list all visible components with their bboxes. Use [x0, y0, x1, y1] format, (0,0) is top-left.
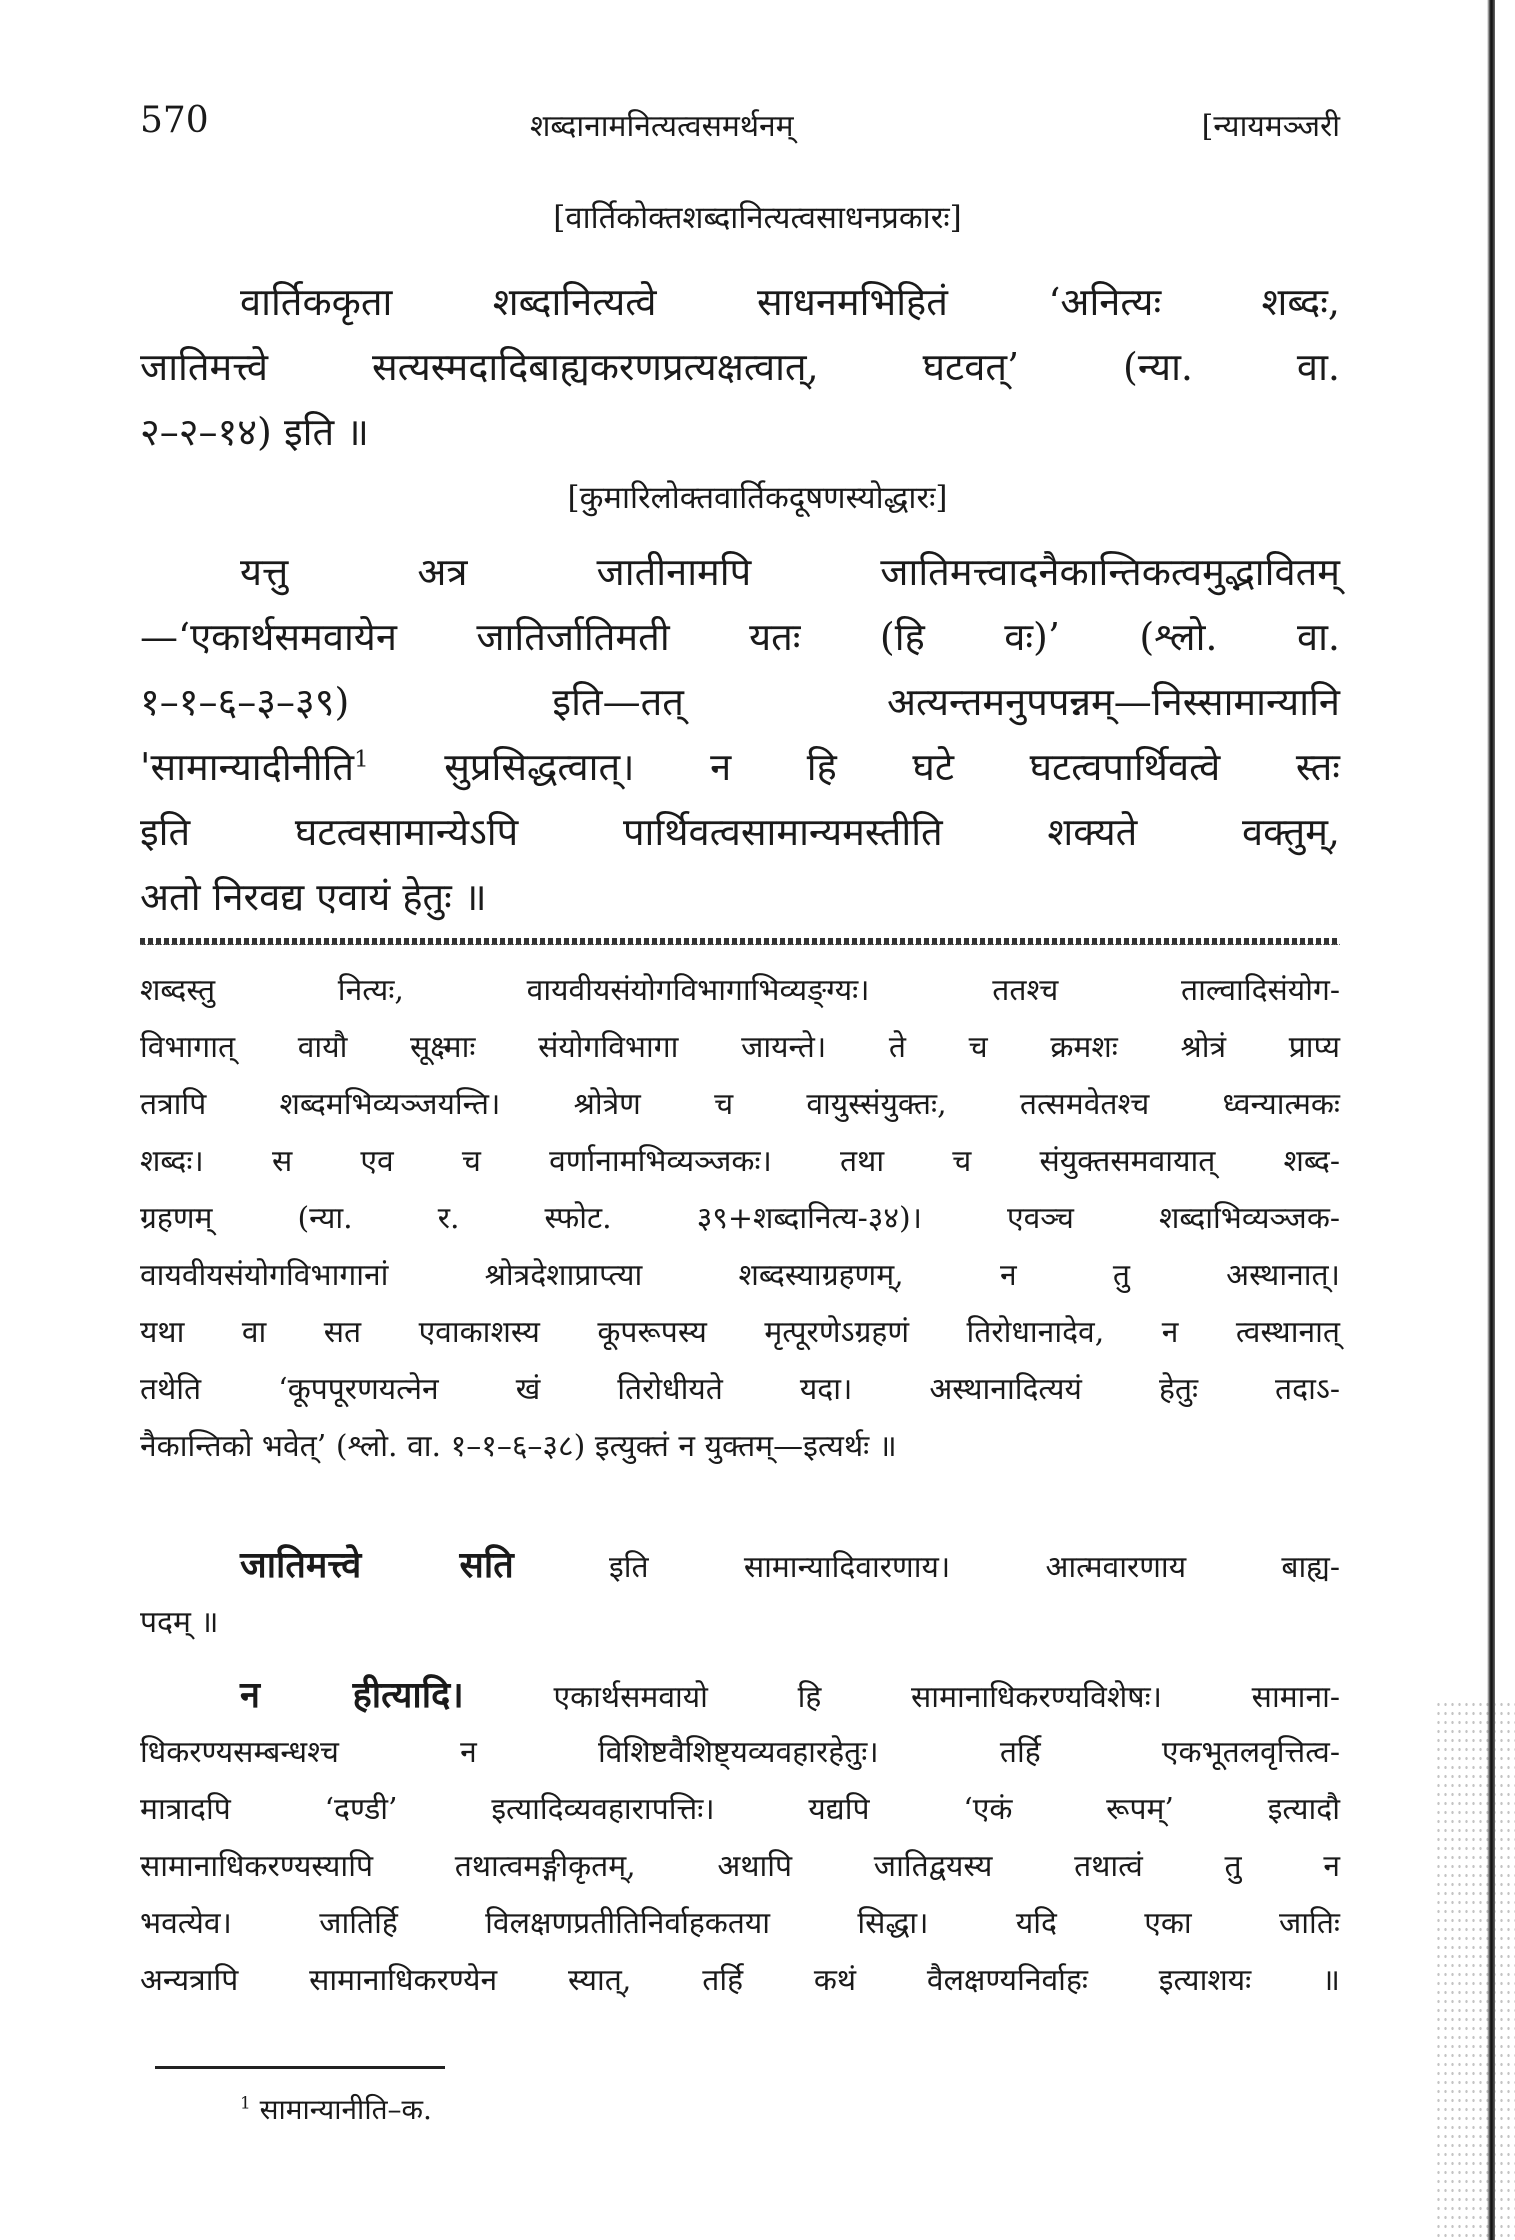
- footnote: [240, 2090, 432, 2128]
- text-span: सुप्रसिद्धत्वात्। न हि घटे घटत्वपार्थिवत्वे स्तः: [444, 745, 1340, 789]
- text-line: शब्दस्तु नित्यः, वायवीयसंयोगविभागाभिव्यङ्ग्यः। ततश्च ताल्वादिसंयोग-: [140, 973, 1340, 1008]
- text-line: —‘एकार्थसमवायेन जातिर्जातिमती यतः (हि वः)’ (श्लो. वा.: [140, 615, 1340, 659]
- section-heading: [कुमारिलोक्तवार्तिकदूषणस्योद्धारः]: [567, 480, 948, 516]
- text-span: इति सामान्यादिवारणाय। आत्मवारणाय बाह्य-: [608, 1550, 1340, 1585]
- footnote-mark: 1: [354, 746, 369, 773]
- commentary-paragraph: [140, 962, 1340, 1475]
- page-number: 570: [140, 100, 209, 141]
- footnote-marker: 1: [240, 2092, 251, 2113]
- commentary-paragraph: [140, 1537, 1340, 1651]
- text-line: वायवीयसंयोगविभागानां श्रोत्रदेशाप्राप्त्या शब्दस्याग्रहणम्, न तु अस्थानात्।: [140, 1258, 1340, 1293]
- text-line: भवत्येव। जातिर्हि विलक्षणप्रतीतिनिर्वाहकतया सिद्धा। यदि एका जातिः: [140, 1906, 1340, 1941]
- main-paragraph: [140, 270, 1340, 465]
- quoted-phrase: 'सामान्यादीनीति: [140, 745, 355, 789]
- text-line: अतो निरवद्य एवायं हेतुः ॥: [140, 875, 487, 919]
- text-line: पदम् ॥: [140, 1605, 219, 1640]
- text-line: इति घटत्वसामान्येऽपि पार्थिवत्वसामान्यमस्तीति शक्यते वक्तुम्,: [140, 810, 1340, 854]
- text-line: जातिमत्त्वे सत्यस्मदादिबाह्यकरणप्रत्यक्षत्वात्, घटवत्’ (न्या. वा.: [140, 345, 1340, 389]
- text-line: [140, 1537, 1340, 1594]
- text-line: मात्रादपि ‘दण्डी’ इत्यादिव्यवहारापत्तिः। यद्यपि ‘एकं रूपम्’ इत्यादौ: [140, 1792, 1340, 1827]
- text-line: नैकान्तिको भवेत्’ (श्लो. वा. १–१–६–३८) इत्युक्तं न युक्तम्—इत्यर्थः ॥: [140, 1429, 897, 1464]
- footnote-rule: [155, 2066, 445, 2069]
- text-line: यत्तु अत्र जातीनामपि जातिमत्त्वादनैकान्तिकत्वमुद्भावितम्: [240, 550, 1340, 594]
- section-heading: [वार्तिकोक्तशब्दानित्यत्वसाधनप्रकारः]: [553, 200, 962, 236]
- text-line: [140, 1667, 1340, 1724]
- footnote-text: सामान्यानीति–क.: [259, 2093, 432, 2126]
- text-line: धिकरण्यसम्बन्धश्च न विशिष्टवैशिष्ट्यव्यवहारहेतुः। तर्हि एकभूतलवृत्तित्व-: [140, 1735, 1340, 1770]
- page-header: [140, 100, 1340, 150]
- text-line: तथेति ‘कूपपूरणयत्नेन खं तिरोधीयते यदा। अस्थानादित्ययं हेतुः तदाऽ-: [140, 1372, 1340, 1407]
- text-line: शब्दः। स एव च वर्णानामभिव्यञ्जकः। तथा च संयुक्तसमवायात् शब्द-: [140, 1144, 1340, 1179]
- separator-rule: [140, 938, 1340, 945]
- running-title: शब्दानामनित्यत्वसमर्थनम्: [530, 109, 794, 144]
- text-line: यथा वा सत एवाकाशस्य कूपरूपस्य मृत्पूरणेऽग्रहणं तिरोधानादेव, न त्वस्थानात्: [140, 1315, 1340, 1350]
- bold-lemma: न हीत्यादि।: [240, 1674, 464, 1716]
- text-line: २–२–१४) इति ॥: [140, 410, 369, 454]
- text-line: अन्यत्रापि सामानाधिकरण्येन स्यात्, तर्हि कथं वैलक्षण्यनिर्वाहः इत्याशयः ॥: [140, 1963, 1340, 1998]
- commentary-paragraph: [140, 1667, 1340, 2009]
- text-line: [140, 735, 1340, 800]
- main-paragraph: [140, 540, 1340, 930]
- text-line: तत्रापि शब्दमभिव्यञ्जयन्ति। श्रोत्रेण च वायुस्संयुक्तः, तत्समवेतश्च ध्वन्यात्मकः: [140, 1087, 1340, 1122]
- text-line: १–१–६–३–३९) इति—तत् अत्यन्तमनुपपन्नम्—निस्सामान्यानि: [140, 680, 1340, 724]
- text-line: सामानाधिकरण्यस्यापि तथात्वमङ्गीकृतम्, अथापि जातिद्वयस्य तथात्वं तु न: [140, 1849, 1340, 1884]
- text-line: ग्रहणम् (न्या. र. स्फोट. ३९+शब्दानित्य-३४)। एवञ्च शब्दाभिव्यञ्जक-: [140, 1201, 1340, 1236]
- text-span: एकार्थसमवायो हि सामानाधिकरण्यविशेषः। सामाना-: [553, 1680, 1340, 1715]
- book-title: [न्यायमञ्जरी: [1201, 109, 1340, 144]
- binding-speckle: [1435, 1700, 1515, 2240]
- bold-lemma: जातिमत्त्वे सति: [240, 1544, 514, 1586]
- text-line: वार्तिककृता शब्दानित्यत्वे साधनमभिहितं ‘अनित्यः शब्दः,: [240, 280, 1340, 324]
- text-line: विभागात् वायौ सूक्ष्माः संयोगविभागा जायन्ते। ते च क्रमशः श्रोत्रं प्राप्य: [140, 1030, 1340, 1065]
